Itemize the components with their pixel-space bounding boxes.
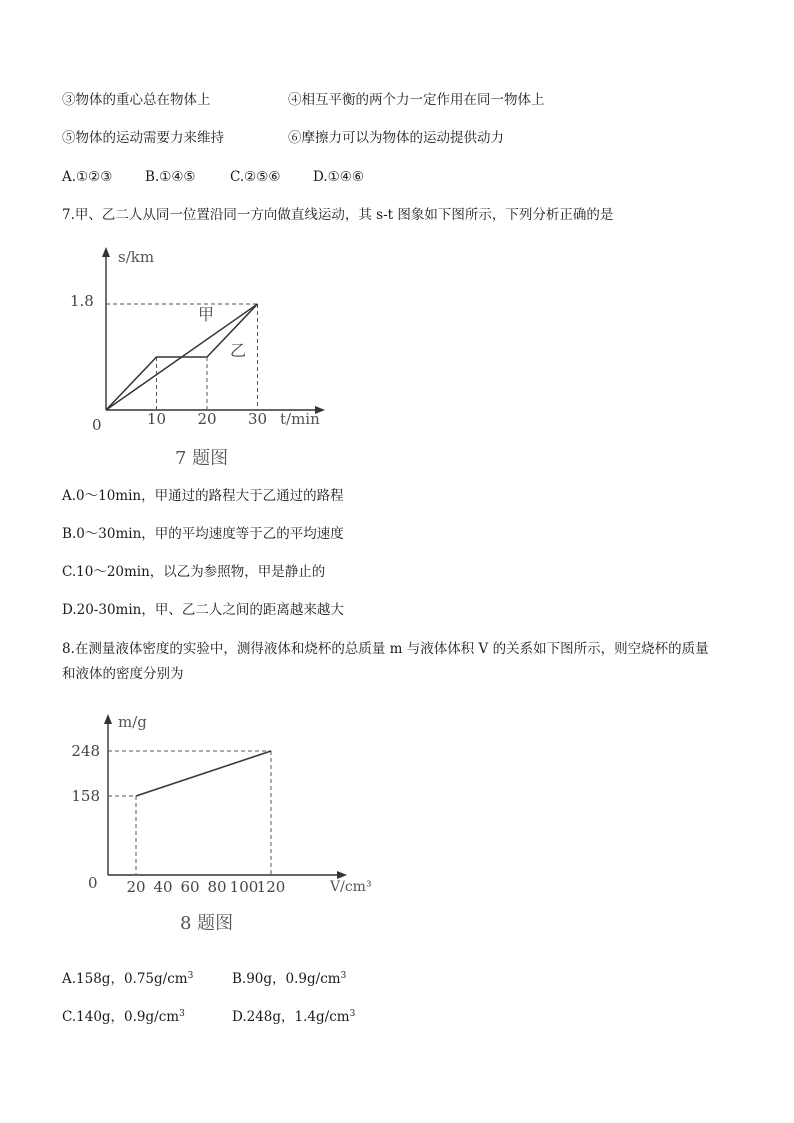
prev-option-b: B.①④⑤: [145, 169, 196, 185]
q7-x-tick-30: 30: [247, 410, 268, 428]
statement-3: ③物体的重心总在物体上: [62, 92, 211, 108]
q7-option-c: C.10～20min，以乙为参照物，甲是静止的: [62, 564, 326, 580]
q7-x-tick-10: 10: [146, 410, 167, 428]
q7-option-b: B.0～30min，甲的平均速度等于乙的平均速度: [62, 526, 344, 542]
q8-option-c-text: C.140g，0.9g/cm: [62, 1009, 180, 1025]
q8-mv-graph: [71, 705, 380, 937]
q8-x-tick-80: 80: [207, 878, 227, 896]
statement-4: ④相互平衡的两个力一定作用在同一物体上: [288, 92, 545, 108]
q8-x-tick-40: 40: [153, 878, 173, 896]
q8-option-c: [62, 1005, 185, 1026]
q8-x-tick-120: 120: [256, 878, 286, 896]
q7-option-d: D.20-30min，甲、乙二人之间的距离越来越大: [62, 602, 344, 618]
q8-y-tick-158: 158: [71, 787, 100, 805]
q8-option-a: [62, 967, 193, 988]
q7-y-axis-arrow: [102, 247, 110, 257]
q8-option-d-text: D.248g，1.4g/cm: [232, 1009, 350, 1025]
prev-option-d: D.①④⑥: [313, 169, 364, 185]
q8-series-line: [136, 751, 271, 796]
q7-y-label: s/km: [118, 248, 155, 266]
q8-option-a-text: A.158g，0.75g/cm: [62, 971, 188, 987]
q7-stem: 7.甲、乙二人从同一位置沿同一方向做直线运动，其 s-t 图象如下图所示，下列分析正确的是: [62, 207, 614, 223]
q8-y-label: m/g: [118, 713, 147, 731]
q8-x-tick-100: 100: [229, 878, 259, 896]
q8-option-d-exp: 3: [349, 1009, 356, 1019]
q7-caption: 7 题图: [175, 448, 229, 469]
q8-option-b-text: B.90g，0.9g/cm: [232, 971, 341, 987]
q7-x-label: t/min: [280, 410, 320, 428]
q7-x-tick-20: 20: [197, 410, 217, 428]
q8-origin: 0: [88, 874, 98, 892]
prev-option-c: C.②⑤⑥: [230, 169, 281, 185]
q8-y-axis-arrow: [104, 714, 112, 724]
q7-st-graph: [70, 242, 350, 472]
q8-option-d: [232, 1005, 355, 1026]
prev-option-a: A.①②③: [62, 169, 113, 185]
q7-option-a: A.0～10min，甲通过的路程大于乙通过的路程: [62, 488, 344, 504]
q8-stem-line-1: 8.在测量液体密度的实验中，测得液体和烧杯的总质量 m 与液体体积 V 的关系如下图所示，则空烧杯的质量: [62, 641, 709, 657]
q8-caption: 8 题图: [180, 913, 234, 934]
q8-x-axis-arrow: [337, 871, 347, 879]
q8-x-tick-60: 60: [180, 878, 200, 896]
q7-x-tick-0: 0: [92, 416, 102, 434]
q8-option-c-exp: 3: [179, 1009, 185, 1019]
q7-label-yi: 乙: [230, 341, 247, 360]
q8-option-b-exp: 3: [340, 971, 347, 981]
statement-5: ⑤物体的运动需要力来维持: [62, 130, 224, 146]
q8-y-tick-248: 248: [71, 742, 100, 760]
q8-x-label: V/cm³: [330, 879, 372, 895]
q7-y-tick-1-8: 1.8: [70, 292, 94, 310]
statement-6: ⑥摩擦力可以为物体的运动提供动力: [288, 130, 504, 146]
q8-stem-line-2: 和液体的密度分别为: [62, 666, 184, 682]
q8-option-a-exp: 3: [187, 971, 194, 981]
q8-option-b: [232, 967, 346, 988]
q8-x-tick-20: 20: [126, 878, 146, 896]
q7-label-jia: 甲: [198, 305, 215, 324]
